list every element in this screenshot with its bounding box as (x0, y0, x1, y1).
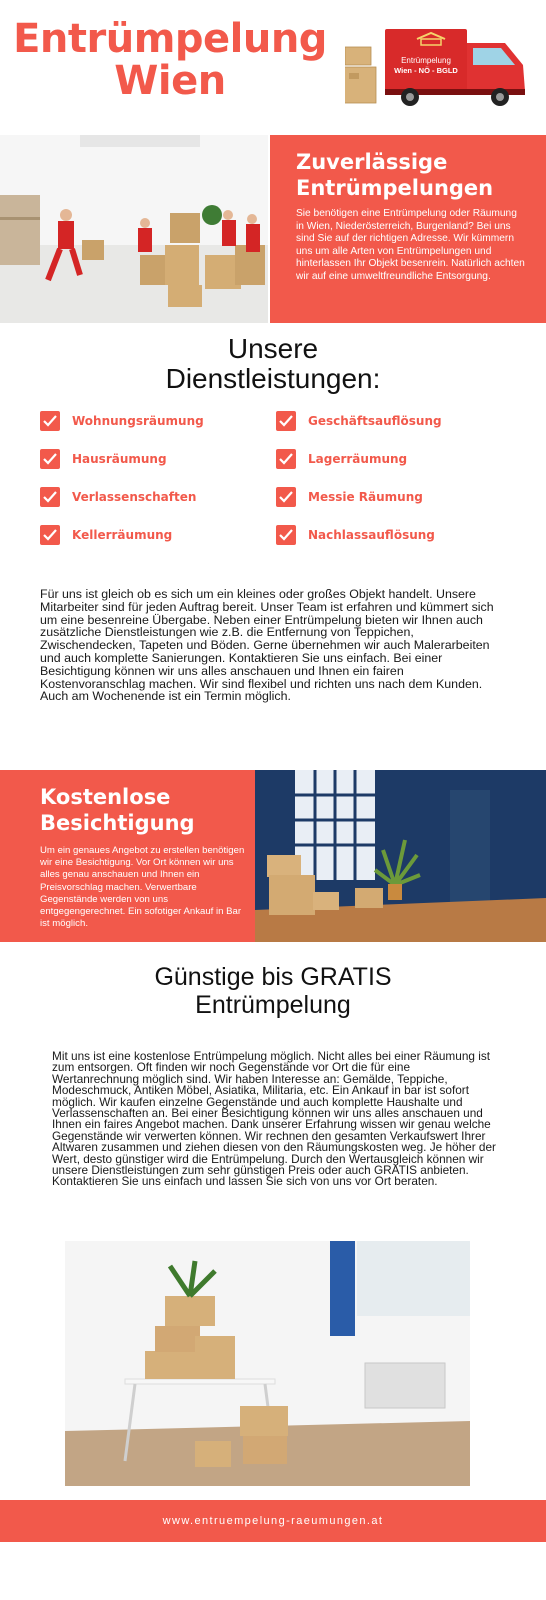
reliability-heading (296, 149, 526, 201)
services-list-right (276, 411, 442, 545)
reliability-heading-line-2: Entrümpelungen (296, 176, 494, 200)
page-title (0, 18, 340, 102)
service-item (40, 525, 204, 545)
footer-bar (0, 1500, 546, 1542)
reliability-text: Sie benötigen eine Entrümpelung oder Räumung in Wien, Niederösterreich, Burgenland? Bei uns sind Sie auf der richtigen Adresse. Wir kümmern uns um alle Arten von Entrümpelungen und hinterlassen Ihr Objekt besenrein. Natürlich achten wir auf eine umweltfreundliche Entsorgung. (296, 208, 525, 282)
service-label: Wohnungsräumung (72, 414, 204, 428)
checkbox-icon (276, 449, 296, 469)
about-text: Für uns ist gleich ob es sich um ein kleines oder großes Objekt handelt. Unsere Mitarbeiter sind für jeden Auftrag bereit. Unser Team ist erfahren und kümmert sich um eine besenreine Übergabe. Neben einer Entrümpelung bieten wir Ihnen auch zusätzliche Dienstleistungen wie z.B. die Entfernung von Teppichen, Zwischendecken, Tapeten und Böden. Gerne übernehmen wir auch Malerarbeiten und auch komplette Sanierungen. Kontaktieren Sie uns einfach. Bei einer Besichtigung können wir uns alles anschauen und Ihnen ein fairen Kostenvoranschlag machen. Wir sind flexibel und richten uns nach dem Kunden. Auch am Wochenende ist ein Termin möglich. (40, 587, 494, 704)
inspection-box (0, 770, 255, 942)
checkbox-icon (276, 411, 296, 431)
boxes-photo (65, 1241, 470, 1486)
checkbox-icon (276, 525, 296, 545)
services-title-line-1: Unsere (227, 333, 319, 364)
service-item (276, 449, 442, 469)
room-photo (255, 770, 546, 942)
truck-logo (345, 25, 535, 110)
service-item (276, 525, 442, 545)
services-title (0, 334, 546, 394)
title-line-2: Wien (114, 58, 226, 104)
inspection-heading-line-2: Besichtigung (40, 811, 195, 835)
checkbox-icon (40, 525, 60, 545)
service-label: Hausräumung (72, 452, 167, 466)
service-label: Geschäftsauflösung (308, 414, 442, 428)
services-list-left (40, 411, 204, 545)
title-line-1: Entrümpelung (13, 16, 327, 62)
movers-photo (0, 135, 268, 323)
service-label: Verlassenschaften (72, 490, 197, 504)
free-clearance-title (0, 963, 546, 1019)
service-label: Messie Räumung (308, 490, 423, 504)
inspection-heading-line-1: Kostenlose (40, 785, 171, 809)
inspection-text: Um ein genaues Angebot zu erstellen benötigen wir eine Besichtigung. Vor Ort können wir uns alles genau anschauen und Ihnen ein Preisvorschlag machen. Verwertbare Gegenstände werden von uns entgegengerechnet. Ein sofotiger Ankauf in Bar ist möglich. (40, 845, 245, 930)
service-item (40, 411, 204, 431)
free-clearance-text: Mit uns ist eine kostenlose Entrümpelung möglich. Nicht alles bei einer Räumung ist zum entsorgen. Oft finden wir noch Gegenstände vor Ort die für eine Wertanrechnung möglich sind. Wir haben Interesse an: Gemälde, Teppiche, Modeschmuck, Antiken Möbel, Asiatika, Militaria, etc. Ein Ankauf in bar ist sofort möglich. Wir kaufen einzelne Gegenstände und auch komplette Haushalte und Verlassenschaften an. Bei einer Besichtigung können wir uns alles anschauen und Ihnen ein faires Angebot machen. Dank unserer Erfahrung wissen wir genau welche Gegenstände wir verwerten können. Wir rechnen den gesamten Verkaufswert Ihrer Altwaren zusammen und ziehen diesen von den Räumungskosten weg. Je höher der Wert, desto günstiger wird die Entrümpelung. Durch den Wertausgleich können wir unsere Dienstleistungen zum sehr günstigen Preis oder auch GRATIS anbieten. Kontaktieren Sie uns einfach und lassen Sie sich von uns vor Ort beraten. (52, 1049, 496, 1189)
service-item (276, 487, 442, 507)
reliability-box (270, 135, 546, 323)
service-label: Lagerräumung (308, 452, 408, 466)
service-item (40, 449, 204, 469)
checkbox-icon (40, 411, 60, 431)
service-label: Nachlassauflösung (308, 528, 435, 542)
truck-text-line-1: Entrümpelung (401, 56, 451, 65)
service-label: Kellerräumung (72, 528, 173, 542)
truck-text-line-2: Wien - NÖ - BGLD (394, 66, 458, 75)
website-link[interactable]: www.entruempelung-raeumungen.at (162, 1515, 384, 1527)
checkbox-icon (276, 487, 296, 507)
service-item (276, 411, 442, 431)
checkbox-icon (40, 487, 60, 507)
free-clearance-title-line-1: Günstige bis GRATIS (154, 963, 392, 991)
service-item (40, 487, 204, 507)
services-title-line-2: Dienstleistungen: (165, 363, 381, 394)
reliability-heading-line-1: Zuverlässige (296, 150, 448, 174)
checkbox-icon (40, 449, 60, 469)
inspection-heading (40, 784, 247, 836)
free-clearance-title-line-2: Entrümpelung (195, 991, 351, 1019)
